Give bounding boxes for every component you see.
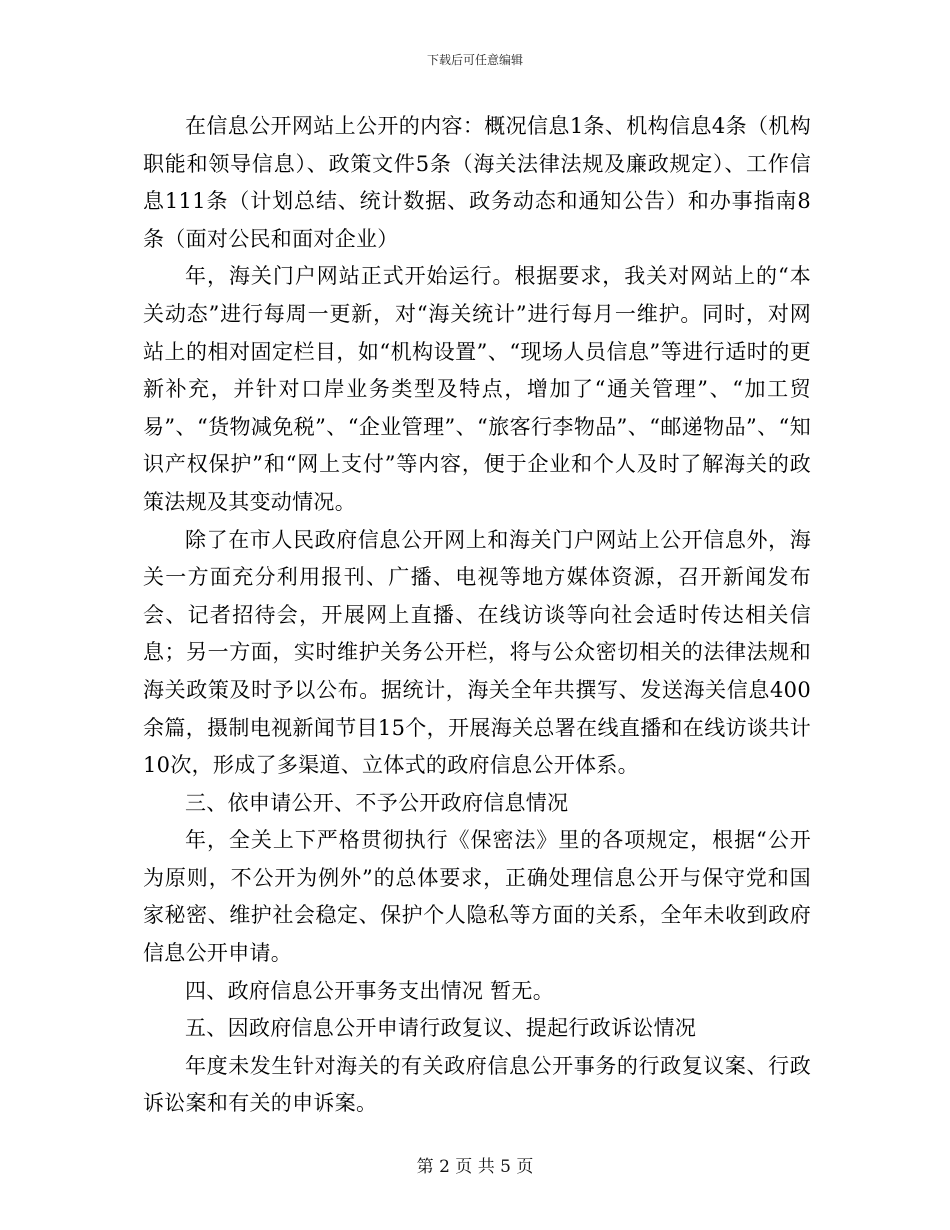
page-header-note: 下载后可任意编辑 [426,53,523,67]
paragraph-published-content: 在信息公开网站上公开的内容：概况信息1条、机构信息4条（机构职能和领导信息）、政策文件5条（海关法律法规及廉政规定）、工作信息111条（计划总结、统计数据、政务动态和通知公告）和办事指南8条（面对公民和面对企业） [143,114,811,251]
document-body [143,108,811,1123]
page-number-footer: 第 2 页 共 5 页 [416,1157,534,1177]
section-heading-expenditure: 四、政府信息公开事务支出情况 暂无。 [185,978,555,1003]
paragraph-no-cases: 年度未发生针对海关的有关政府信息公开事务的行政复议案、行政诉讼案和有关的申诉案。 [143,1053,811,1116]
paragraph-portal-website: 年，海关门户网站正式开始运行。根据要求，我关对网站上的“本关动态”进行每周一更新，对“海关统计”进行每月一维护。同时，对网站上的相对固定栏目，如“机构设置”、“现场人员信息”等进行适时的更新补充，并针对口岸业务类型及特点，增加了“通关管理”、“加工贸易”、“货物减免税”、“企业管理”、“旅客行李物品”、“邮递物品”、“知识产权保护”和“网上支付”等内容，便于企业和个人及时了解海关的政策法规及其变动情况。 [143,264,811,514]
section-heading-review-litigation: 五、因政府信息公开申请行政复议、提起行政诉讼情况 [185,1016,697,1041]
section-heading-application-disclosure: 三、依申请公开、不予公开政府信息情况 [185,790,569,815]
paragraph-media-channels: 除了在市人民政府信息公开网上和海关门户网站上公开信息外，海关一方面充分利用报刊、广播、电视等地方媒体资源，召开新闻发布会、记者招待会，开展网上直播、在线访谈等向社会适时传达相关信息；另一方面，实时维护关务公开栏，将与公众密切相关的法律法规和海关政策及时予以公布。据统计，海关全年共撰写、发送海关信息400余篇，摄制电视新闻节目15个，开展海关总署在线直播和在线访谈共计10次，形成了多渠道、立体式的政府信息公开体系。 [143,527,811,778]
paragraph-confidentiality: 年，全关上下严格贯彻执行《保密法》里的各项规定，根据“公开为原则，不公开为例外”的总体要求，正确处理信息公开与保守党和国家秘密、维护社会稳定、保护个人隐私等方面的关系，全年未收到政府信息公开申请。 [143,828,811,966]
